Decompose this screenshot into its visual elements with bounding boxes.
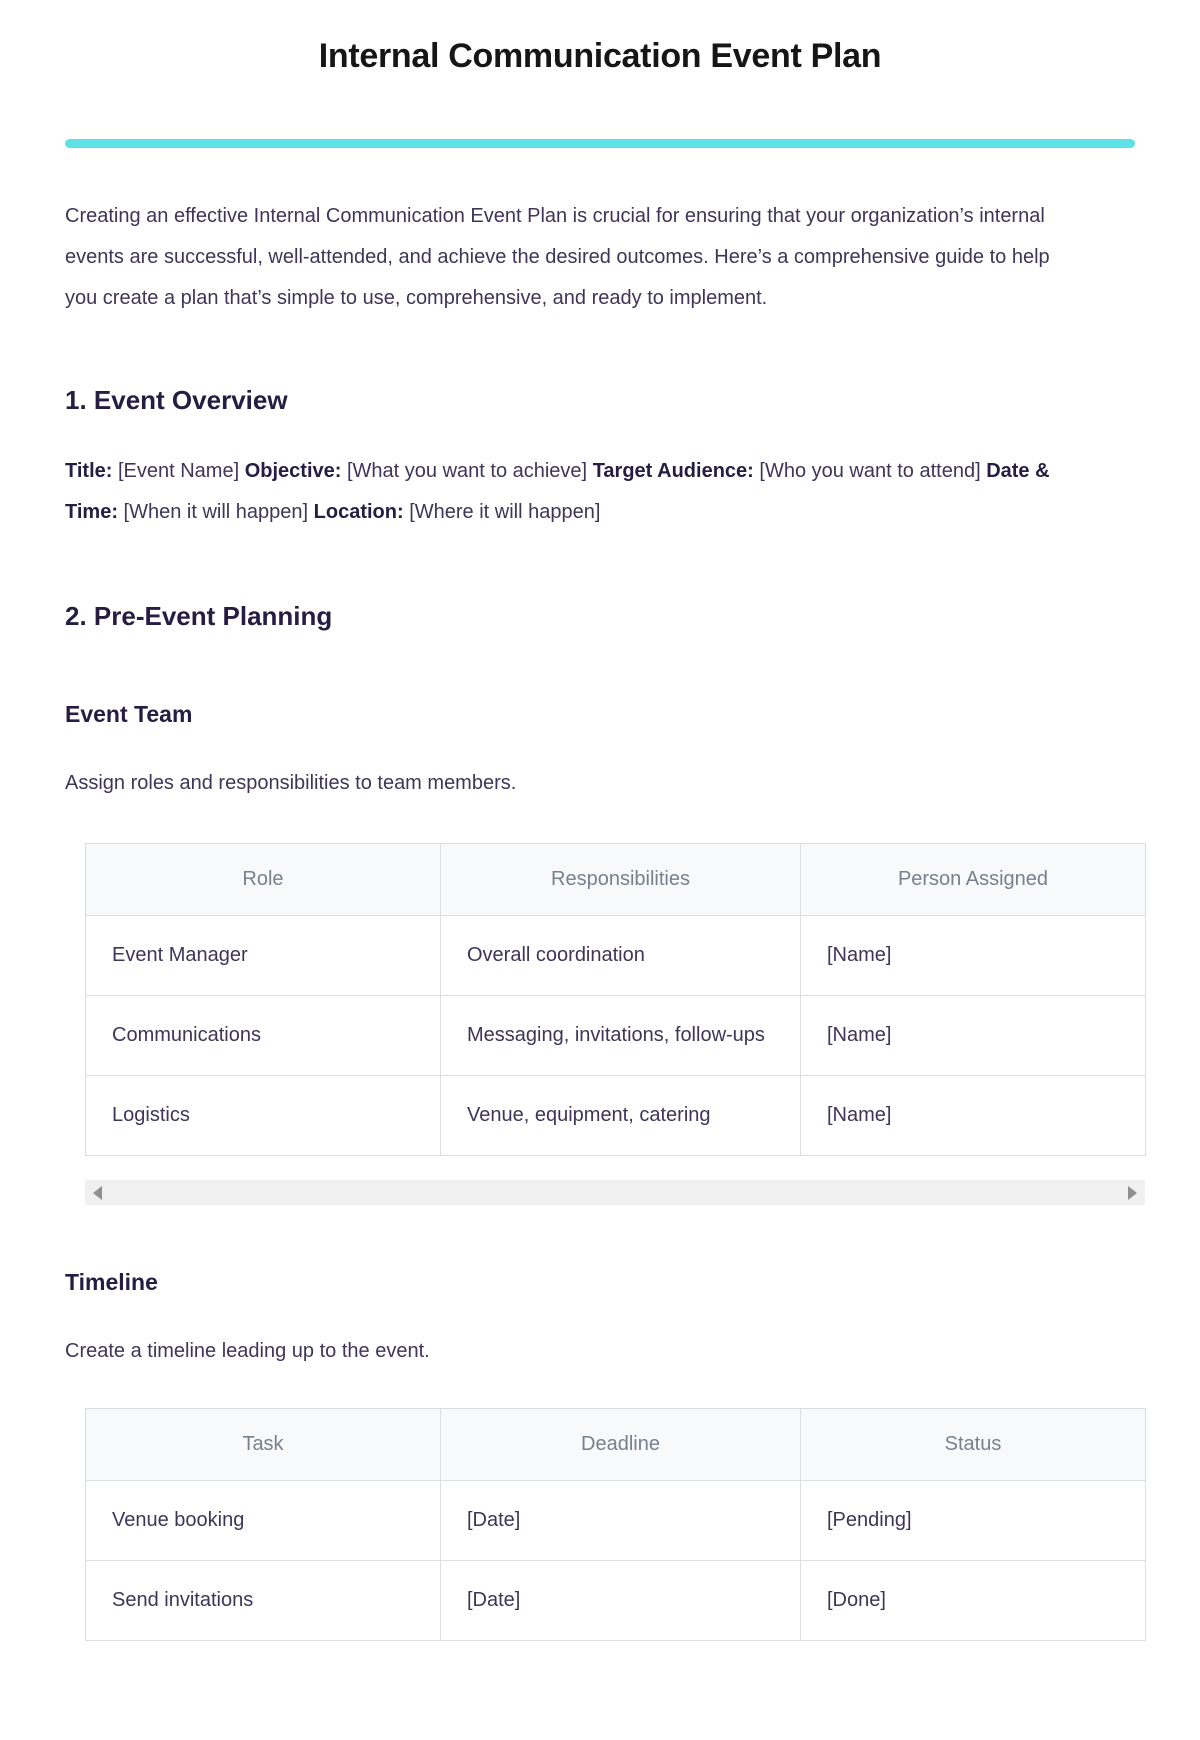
- field-label-objective: Objective:: [244, 460, 342, 482]
- cell-responsibilities: Messaging, invitations, follow-ups: [441, 996, 801, 1076]
- horizontal-scrollbar[interactable]: [85, 1180, 1145, 1205]
- field-label-date-time: Date & Time:: [65, 460, 1050, 523]
- column-header-status: Status: [801, 1409, 1146, 1481]
- subsection-heading-timeline: Timeline: [65, 1269, 158, 1295]
- field-label-target-audience: Target Audience:: [592, 460, 754, 482]
- intro-paragraph: Creating an effective Internal Communication Event Plan is crucial for ensuring that your organization’s internal events are successful, well-attended, and achieve the desired outcomes. Here’s a comprehensive guide to help you create a plan that’s simple to use, comprehensive, and ready to implement.: [65, 205, 1050, 309]
- field-value-title: [Event Name]: [117, 460, 240, 482]
- cell-deadline: [Date]: [441, 1561, 801, 1641]
- column-header-deadline: Deadline: [441, 1409, 801, 1481]
- table-row: [86, 1076, 1146, 1156]
- timeline-table-container: [85, 1408, 1145, 1641]
- field-value-objective: [What you want to achieve]: [346, 460, 588, 482]
- document-page: [0, 34, 1200, 1641]
- cell-task: Send invitations: [86, 1561, 441, 1641]
- column-header-task: Task: [86, 1409, 441, 1481]
- cell-status: [Done]: [801, 1561, 1146, 1641]
- field-value-target-audience: [Who you want to attend]: [759, 460, 981, 482]
- cell-role: Communications: [86, 996, 441, 1076]
- table-row: [86, 996, 1146, 1076]
- title-divider: [65, 139, 1135, 148]
- cell-deadline: [Date]: [441, 1481, 801, 1561]
- cell-role: Event Manager: [86, 916, 441, 996]
- subsection-heading-event-team: Event Team: [65, 701, 193, 727]
- timeline-table: [85, 1408, 1146, 1641]
- cell-task: Venue booking: [86, 1481, 441, 1561]
- event-team-table-container: [85, 843, 1145, 1205]
- event-team-description: Assign roles and responsibilities to team members.: [65, 772, 517, 794]
- table-row: [86, 1561, 1146, 1641]
- cell-person-assigned: [Name]: [801, 996, 1146, 1076]
- timeline-description: Create a timeline leading up to the event.: [65, 1340, 430, 1362]
- scroll-right-arrow-icon[interactable]: [1128, 1186, 1137, 1200]
- table-row: [86, 916, 1146, 996]
- column-header-role: Role: [86, 844, 441, 916]
- column-header-person-assigned: Person Assigned: [801, 844, 1146, 916]
- event-overview-fields: [65, 451, 1075, 533]
- cell-status: [Pending]: [801, 1481, 1146, 1561]
- event-team-table: [85, 843, 1146, 1156]
- page-title: Internal Communication Event Plan: [318, 37, 882, 75]
- field-label-location: Location:: [313, 501, 404, 523]
- cell-role: Logistics: [86, 1076, 441, 1156]
- field-value-date-time: [When it will happen]: [123, 501, 309, 523]
- cell-person-assigned: [Name]: [801, 916, 1146, 996]
- cell-responsibilities: Venue, equipment, catering: [441, 1076, 801, 1156]
- cell-person-assigned: [Name]: [801, 1076, 1146, 1156]
- column-header-responsibilities: Responsibilities: [441, 844, 801, 916]
- table-row: [86, 1481, 1146, 1561]
- event-team-header-row: [86, 844, 1146, 916]
- field-value-location: [Where it will happen]: [409, 501, 601, 523]
- field-label-title: Title:: [65, 460, 113, 482]
- cell-responsibilities: Overall coordination: [441, 916, 801, 996]
- timeline-header-row: [86, 1409, 1146, 1481]
- section-heading-pre-event-planning: 2. Pre-Event Planning: [65, 601, 333, 631]
- section-heading-event-overview: 1. Event Overview: [65, 385, 288, 415]
- scroll-left-arrow-icon[interactable]: [93, 1186, 102, 1200]
